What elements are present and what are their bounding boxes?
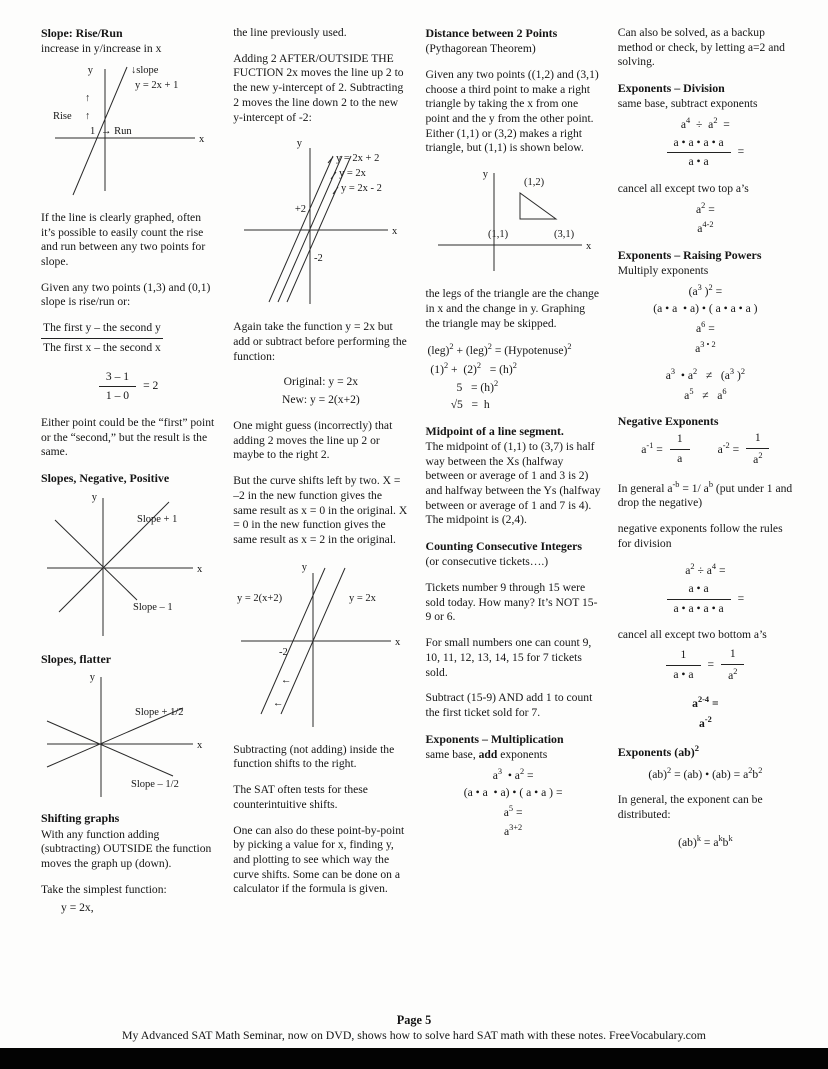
para-count-tickets: For small numbers one can count 9, 10, 11, 12, 13, 14, 15 for 7 tickets sold. — [425, 636, 592, 679]
para-subtracting-inside: Subtracting (not adding) inside the function shifts to the right. — [233, 742, 395, 771]
point-1-2-label: (1,2) — [524, 177, 545, 189]
y-axis-label: y — [91, 492, 97, 504]
parallel-shift-up-down-figure — [238, 136, 404, 312]
line-equation-label: y = 2x + 1 — [134, 79, 178, 91]
fraction-numerator: 1 — [721, 647, 744, 665]
fraction-numerator: 1 — [746, 431, 769, 449]
para-subtract-add-one: Subtract (15-9) AND add 1 to count the first ticket sold for 7. — [425, 691, 593, 720]
pythagorean-step-1: $(1)^2 + (2)^2 = (h)^2$ — [427, 360, 517, 376]
point-1-1-label: (1,1) — [488, 229, 509, 241]
point-3-1-label: (3,1) — [554, 229, 575, 241]
fraction — [670, 432, 690, 466]
para-simplest-function: Take the simplest function: — [41, 882, 167, 896]
new-function: New: y = 2(x+2) — [281, 393, 360, 407]
neg-division-result-1: $a^{2-4}$ = — [692, 695, 719, 711]
division-result-1: $a^2$ = — [695, 200, 715, 216]
y-axis-label: y — [482, 169, 489, 181]
fraction — [746, 431, 769, 467]
equation-label: y = 2x - 2 — [340, 183, 382, 195]
fraction — [99, 370, 136, 404]
pythagorean-step-2: $5 = (h)^2$ — [427, 379, 499, 395]
heading-exponents-division: Exponents – Division — [617, 81, 725, 96]
heading-slopes-flatter: Slopes, flatter — [41, 652, 112, 667]
heading-exponents-multiplication: Exponents – Multiplication — [425, 731, 564, 746]
fraction-numerator: 1 — [670, 432, 690, 450]
y-axis-label: y — [89, 672, 95, 684]
division-step-1: $a^4 \div a^2$ = — [680, 115, 730, 131]
x-axis-label: x — [394, 636, 401, 648]
slope-formula-fraction — [41, 321, 163, 355]
line-y-2x-plus-2 — [269, 156, 333, 302]
run-label: → Run — [100, 125, 132, 137]
slope-definition-text: increase in y/increase in x — [41, 42, 162, 56]
page-footer — [0, 1013, 828, 1043]
negative-slope-line — [55, 520, 137, 600]
division-result-2: $a^{4-2}$ — [697, 220, 714, 236]
para-cancel-top: cancel all except two top a’s — [617, 182, 749, 195]
fraction-numerator: 1 — [666, 648, 700, 666]
powers-step-2: (a • a • a) • ( a • a • a ) — [653, 302, 758, 316]
para-point-by-point: One can also do these point-by-point by picking a value for x, finding y, and plotting to see which way the curve shifts. Some can be done on a calculator if the formula is given. — [233, 823, 405, 896]
left-arrow: ← — [280, 674, 292, 686]
original-function: Original: y = 2x — [283, 375, 359, 389]
para-backup-method: Can also be solved, as a backup method or check, by letting a=2 and solving. — [617, 26, 785, 69]
heading-shifting-graphs: Shifting graphs — [41, 811, 120, 826]
positive-slope-label: Slope + 1 — [136, 514, 177, 526]
heading-exponents-ab: Exponents (ab)$^2$ — [617, 742, 700, 759]
fraction-numerator: a • a • a • a — [667, 136, 731, 154]
division-fraction — [618, 136, 793, 170]
para-in-general-negative: In general $a^{-b} = 1/$ $a^b$ (put under 1 and drop the negative) — [617, 479, 793, 510]
slope-rise-run-figure — [43, 61, 215, 203]
para-might-guess: One might guess (incorrectly) that adding 2 moves the line up 2 or maybe to the right 2. — [233, 418, 393, 462]
equation-label: y = 2x + 2 — [335, 153, 380, 165]
column-2 — [233, 26, 408, 916]
fraction-denominator: a — [677, 452, 683, 466]
powers-step-3: $a^6$ = — [695, 320, 715, 335]
column-4 — [618, 26, 793, 916]
para-adding-outside: Adding 2 AFTER/OUTSIDE THE FUCTION 2x moves the line up 2 to the new y-intercept of 2. Subtracting 2 moves the line down 2 to the new y-intercept of -2: — [233, 51, 404, 124]
para-negative-follow-division: negative exponents follow the rules for division — [617, 522, 783, 550]
neg-division-step-1: $a^2 \div a^4$ = — [685, 562, 726, 578]
right-triangle-figure — [430, 167, 596, 279]
para-line-previously-used: the line previously used. — [233, 26, 347, 39]
subtract-exponents-note: same base, subtract exponents — [617, 97, 758, 111]
para-midpoint: The midpoint of (1,1) to (3,7) is half way between the Xs (halfway between or average of 1 and 3 is 2) and halfway between the Ys (halfway between or average of 1 and 7 is 4). The midpoint is (2,4). — [425, 439, 601, 527]
powers-step-1: ($a^3$ )$^2$ = — [688, 282, 723, 298]
x-axis-label: x — [196, 740, 202, 752]
para-choose-third-point: Given any two points ((1,2) and (3,1) choose a third point to make a right triangle by taking the x from one point and the y from the other point. Either (1,1) or (3,2) makes a right triangle, but (1,1) is shown below. — [425, 67, 599, 155]
x-axis-label: x — [586, 241, 592, 253]
equation-label: y = 2x — [348, 592, 376, 604]
equals-sign: = — [737, 145, 745, 159]
equation-label: y = 2x — [338, 168, 366, 180]
equals-sign: = — [737, 591, 745, 605]
slope-annotation: ↓slope — [130, 64, 159, 76]
fraction-denominator: The first x – the second x — [43, 340, 161, 354]
heading-distance: Distance between 2 Points — [425, 26, 558, 40]
minus-two-intercept: -2 — [278, 646, 288, 658]
powers-inequality-2: $a^5 \ne a^6$ — [684, 386, 727, 402]
x-axis-label: x — [198, 133, 204, 145]
slope-example-fraction — [41, 370, 216, 404]
add-exponents-note: same base, add exponents — [425, 747, 548, 761]
neg-division-result-2: $a^{-2}$ — [699, 715, 712, 730]
negative-slope-label: Slope – 1 — [132, 602, 173, 614]
para-two-points: Given any two points (1,3) and (0,1) slope is rise/run or: — [41, 280, 211, 309]
para-count-rise-run: If the line is clearly graphed, often it’s possible to easily count the rise and run between any two points for slope. — [41, 210, 206, 268]
up-arrow: ↑ — [84, 92, 90, 104]
fraction-numerator: 3 – 1 — [99, 370, 136, 388]
negative-exponent-examples — [618, 431, 793, 467]
equation-label: y = 2(x+2) — [236, 592, 282, 604]
heading-midpoint: Midpoint of a line segment. — [425, 423, 564, 438]
mult-step-1: $a^3$ • $a^2$ = — [492, 766, 534, 782]
neg-exponent-label: $a^{-2}$ = — [717, 441, 740, 457]
pythagorean-formula: (leg)$^2$ + (leg)$^2$ = (Hypotenuse)$^2$ — [427, 342, 572, 358]
plus-two-intercept: +2 — [294, 204, 306, 216]
up-arrow: ↑ — [84, 110, 90, 122]
fraction-denominator: a • a — [673, 667, 694, 681]
para-cancel-bottom: cancel all except two bottom a’s — [617, 628, 767, 642]
heading-counting-consecutive: Counting Consecutive Integers — [425, 539, 583, 554]
fraction-numerator: The first y – the second y — [41, 321, 163, 339]
multiply-exponents-note: Multiply exponents — [617, 263, 709, 277]
heading-negative-exponents: Negative Exponents — [617, 414, 719, 429]
bottom-black-bar — [0, 1048, 828, 1069]
shift-left-figure — [235, 559, 407, 735]
para-tickets-problem: Tickets number 9 through 15 were sold today. How many? It’s NOT 15-9 or 6. — [425, 581, 598, 624]
para-again-take-function: Again take the function y = 2x but add or subtract before performing the function: — [233, 320, 407, 363]
columns-container — [41, 26, 793, 916]
neg-division-fraction — [618, 582, 793, 616]
para-exponent-distributed: In general, the exponent can be distributed: — [617, 793, 763, 822]
fraction — [667, 136, 731, 170]
y-axis-label: y — [296, 138, 302, 150]
powers-inequality-1: $a^3$ • $a^2 \ne (a^3$ )$^2$ — [665, 367, 746, 383]
ab-squared-expansion: (ab)$^2$ = (ab) • $(ab) = a^2b^2$ — [648, 765, 763, 781]
equals-sign: = — [707, 657, 715, 671]
y-axis-label: y — [301, 561, 307, 573]
para-sat-tests: The SAT often tests for these counterintuitive shifts. — [233, 783, 368, 811]
footer-credit-line: My Advanced SAT Math Seminar, now on DVD, shows how to solve hard SAT math with these notes. FreeVocabulary.com — [122, 1028, 706, 1042]
powers-step-4: $a^{3 • 2}$ — [695, 339, 716, 355]
one-over-fractions — [618, 647, 793, 683]
para-either-point: Either point could be the “first” point or the “second,” but the result is the same. — [41, 416, 215, 459]
column-3 — [426, 26, 601, 916]
fraction-denominator: 1 – 0 — [105, 389, 130, 403]
neg-exponent-label: $a^{-1}$ = — [641, 441, 663, 457]
heading-raising-powers: Exponents – Raising Powers — [617, 247, 762, 262]
pythagorean-result: √5 = h — [427, 398, 490, 412]
heading-slopes-neg-pos: Slopes, Negative, Positive — [41, 471, 170, 486]
fraction-denominator: a • a — [688, 155, 709, 169]
y-axis-label: y — [87, 64, 93, 76]
label-pointer — [331, 172, 336, 179]
para-shifting-outside: With any function adding (subtracting) OUTSIDE the function moves the graph up (down). — [41, 827, 212, 870]
negative-slope-label: Slope – 1/2 — [130, 779, 179, 791]
para-legs-of-triangle: the legs of the triangle are the change in x and the change in y. Graphing the triangle may be skipped. — [425, 287, 600, 330]
fraction-denominator: $a^2$ — [728, 666, 738, 682]
ab-k-rule: $(ab)^k = a^kb^k$ — [678, 833, 733, 849]
para-shifts-left: But the curve shifts left by two. X = –2 in the new function gives the same result as x = 0 in the original. X = 0 in the new function gives the same result as x = 2 in the original. — [233, 474, 408, 546]
fraction-result: = 2 — [143, 379, 159, 393]
consecutive-tickets-subtitle: (or consecutive tickets….) — [425, 555, 549, 569]
x-axis-label: x — [391, 226, 398, 238]
fraction — [666, 648, 700, 682]
fraction — [667, 582, 731, 616]
mult-step-3: $a^5$ = — [503, 803, 523, 819]
fraction-numerator: a • a — [667, 582, 731, 600]
simplest-function-equation: y = 2x, — [61, 901, 94, 915]
x-axis-label: x — [196, 564, 202, 576]
page-number: Page 5 — [396, 1013, 432, 1027]
rise-label: Rise — [52, 110, 72, 122]
slopes-flatter-figure — [43, 669, 215, 803]
mult-step-4: $a^{3+2}$ — [504, 823, 523, 839]
mult-step-2: (a • a • a) • ( a • a ) = — [463, 786, 563, 800]
slopes-positive-negative-figure — [43, 488, 215, 644]
right-triangle — [520, 193, 556, 219]
fraction — [721, 647, 744, 683]
intercept-one-label: 1 — [89, 125, 95, 137]
fraction-denominator: $a^2$ — [753, 451, 763, 466]
positive-slope-label: Slope + 1/2 — [134, 707, 184, 719]
fraction-denominator: a • a • a • a — [673, 601, 724, 615]
pythagorean-subtitle: (Pythagorean Theorem) — [425, 42, 536, 56]
label-pointer — [333, 187, 338, 194]
negative-slope-line — [47, 721, 173, 776]
minus-two-intercept: -2 — [313, 253, 323, 265]
left-arrow: ← — [272, 697, 284, 709]
column-1 — [41, 26, 216, 916]
heading-slope-rise-run: Slope: Rise/Run — [41, 26, 123, 40]
